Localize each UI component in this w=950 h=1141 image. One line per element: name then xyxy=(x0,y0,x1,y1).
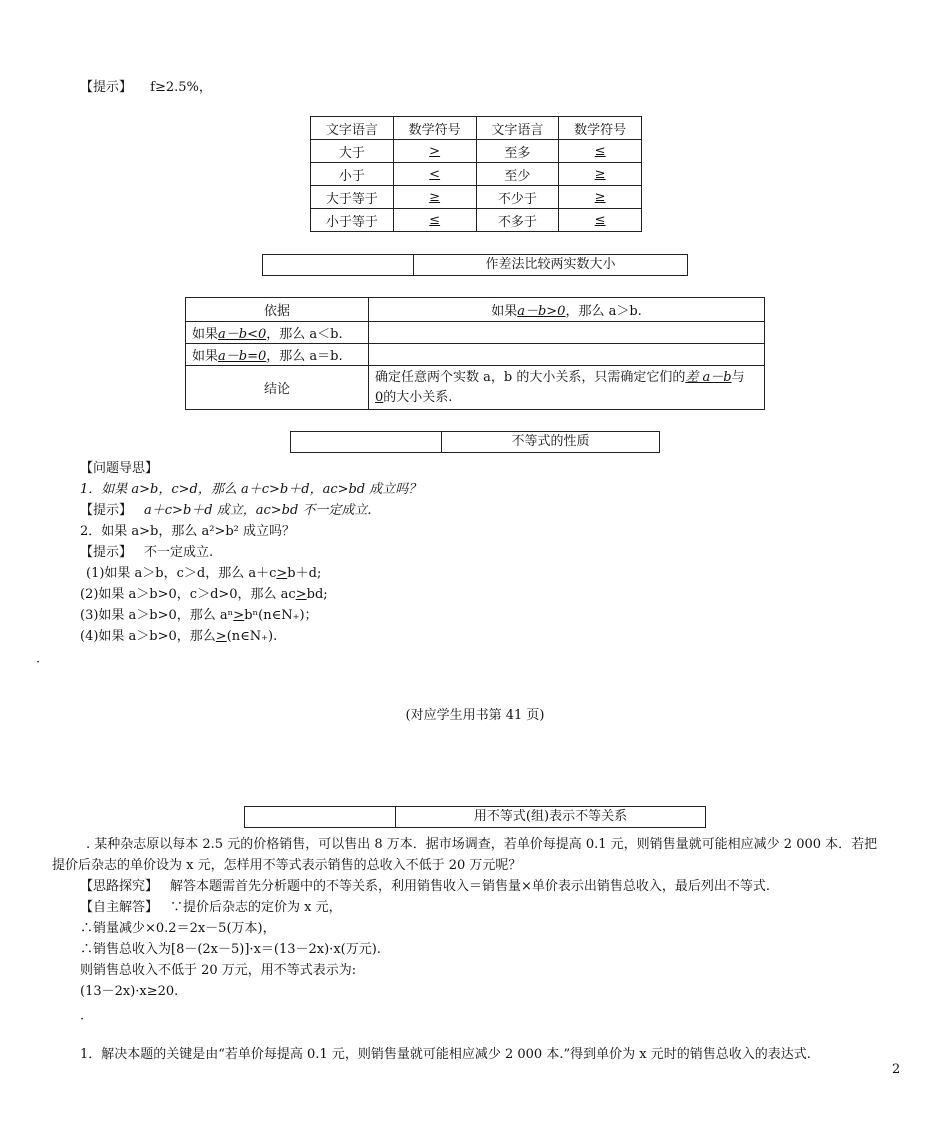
table-row xyxy=(311,163,642,186)
table-row xyxy=(311,140,642,163)
difference-table xyxy=(185,297,765,410)
solve-line: 【自主解答】 ∵提价后杂志的定价为 x 元， xyxy=(80,900,342,915)
table-cell: 至多 xyxy=(476,140,559,163)
conclusion-label: 结论 xyxy=(186,366,369,410)
banner-title: 用不等式(组)表示不等关系 xyxy=(473,809,628,824)
table-cell: ≥ xyxy=(559,163,642,186)
property-1: (1)如果 a＞b，c＞d，那么 a＋c>b＋d; xyxy=(86,566,322,581)
key-note: 1．解决本题的关键是由“若单价每提高 0.1 元，则销售量就可能相应减少 2 000 本.”得到单价为 x 元时的销售总收入的表达式. xyxy=(80,1047,811,1062)
section-banner-difference xyxy=(262,254,688,276)
banner-title: 不等式的性质 xyxy=(511,434,590,449)
solve-step-3: ∴销售总收入为[8－(2x－5)]·x＝(13－2x)·x(万元). xyxy=(80,942,381,957)
table-cell: 文字语言 xyxy=(311,117,394,140)
think-line: 【思路探究】 解答本题需首先分析题中的不等关系，利用销售收入＝销售量×单价表示出销售总收入，最后列出不等式. xyxy=(80,879,771,894)
table-cell: ≥ xyxy=(393,186,476,209)
hint-label: 【提示】 xyxy=(80,80,133,95)
hint-line xyxy=(80,76,212,95)
property-3: (3)如果 a＞b>0，那么 aⁿ>bⁿ(n∈N₊)； xyxy=(80,608,318,623)
table-cell: < xyxy=(393,163,476,186)
table-cell: ≤ xyxy=(559,209,642,232)
table-cell: 不多于 xyxy=(476,209,559,232)
hint-text: f≥2.5%， xyxy=(150,80,212,95)
table-row xyxy=(311,117,642,140)
table-cell: ≤ xyxy=(559,140,642,163)
book-reference: (对应学生用书第 41 页) xyxy=(405,708,545,723)
question-1: 1．如果 a>b，c>d，那么 a＋c>b＋d，ac>bd 成立吗？ xyxy=(80,482,422,497)
table-cell: 文字语言 xyxy=(476,117,559,140)
solve-step-4: 则销售总收入不低于 20 万元，用不等式表示为: xyxy=(80,963,357,978)
problem-line-2: 提价后杂志的单价设为 x 元，怎样用不等式表示销售的总收入不低于 20 万元呢？ xyxy=(52,858,522,873)
basis-eq: 如果a－b=0，那么 a＝b. xyxy=(186,344,369,366)
solve-step-5: (13－2x)·x≥20. xyxy=(80,984,179,999)
table-row xyxy=(311,186,642,209)
basis-lt: 如果a－b<0，那么 a＜b. xyxy=(186,322,369,344)
page-number: 2 xyxy=(892,1062,901,1077)
table-cell: 大于等于 xyxy=(311,186,394,209)
table-cell: ≤ xyxy=(393,209,476,232)
table-cell: ≥ xyxy=(559,186,642,209)
property-2: (2)如果 a＞b>0，c＞d>0，那么 ac>bd; xyxy=(80,587,328,602)
property-4: (4)如果 a＞b>0，那么>(n∈N₊). xyxy=(80,629,278,644)
guide-title: 【问题导思】 xyxy=(80,461,159,476)
banner-title: 作差法比较两实数大小 xyxy=(485,257,616,272)
dot-mark: · xyxy=(80,1012,85,1027)
table-cell: 数学符号 xyxy=(393,117,476,140)
dot-mark: · xyxy=(36,655,41,670)
section-banner-inequality xyxy=(244,806,706,828)
solve-step-2: ∴销量减少×0.2＝2x－5(万本)， xyxy=(80,921,276,936)
table-cell: 小于等于 xyxy=(311,209,394,232)
symbol-table xyxy=(310,116,642,232)
conclusion-text: 确定任意两个实数 a，b 的大小关系，只需确定它们的差 a－b与 0的大小关系. xyxy=(369,366,765,410)
question-2: 2．如果 a>b，那么 a²>b² 成立吗？ xyxy=(80,524,296,539)
section-banner-properties xyxy=(290,431,660,453)
basis-label: 依据 xyxy=(186,298,369,322)
problem-line-1: . 某种杂志原以每本 2.5 元的价格销售，可以售出 8 万本．据市场调查，若单价每提高 0.1 元，则销售量就可能相应减少 2 000 本．若把 xyxy=(86,837,878,852)
table-cell: 至少 xyxy=(476,163,559,186)
table-cell: 不少于 xyxy=(476,186,559,209)
hint-2: 【提示】 不一定成立. xyxy=(80,545,214,560)
table-cell: 大于 xyxy=(311,140,394,163)
table-cell: 数学符号 xyxy=(559,117,642,140)
table-row xyxy=(311,209,642,232)
table-cell: > xyxy=(393,140,476,163)
table-cell: 小于 xyxy=(311,163,394,186)
hint-1: 【提示】 a＋c>b＋d 成立，ac>bd 不一定成立. xyxy=(80,503,372,518)
basis-gt: 如果a－b>0，那么 a＞b. xyxy=(369,298,765,322)
